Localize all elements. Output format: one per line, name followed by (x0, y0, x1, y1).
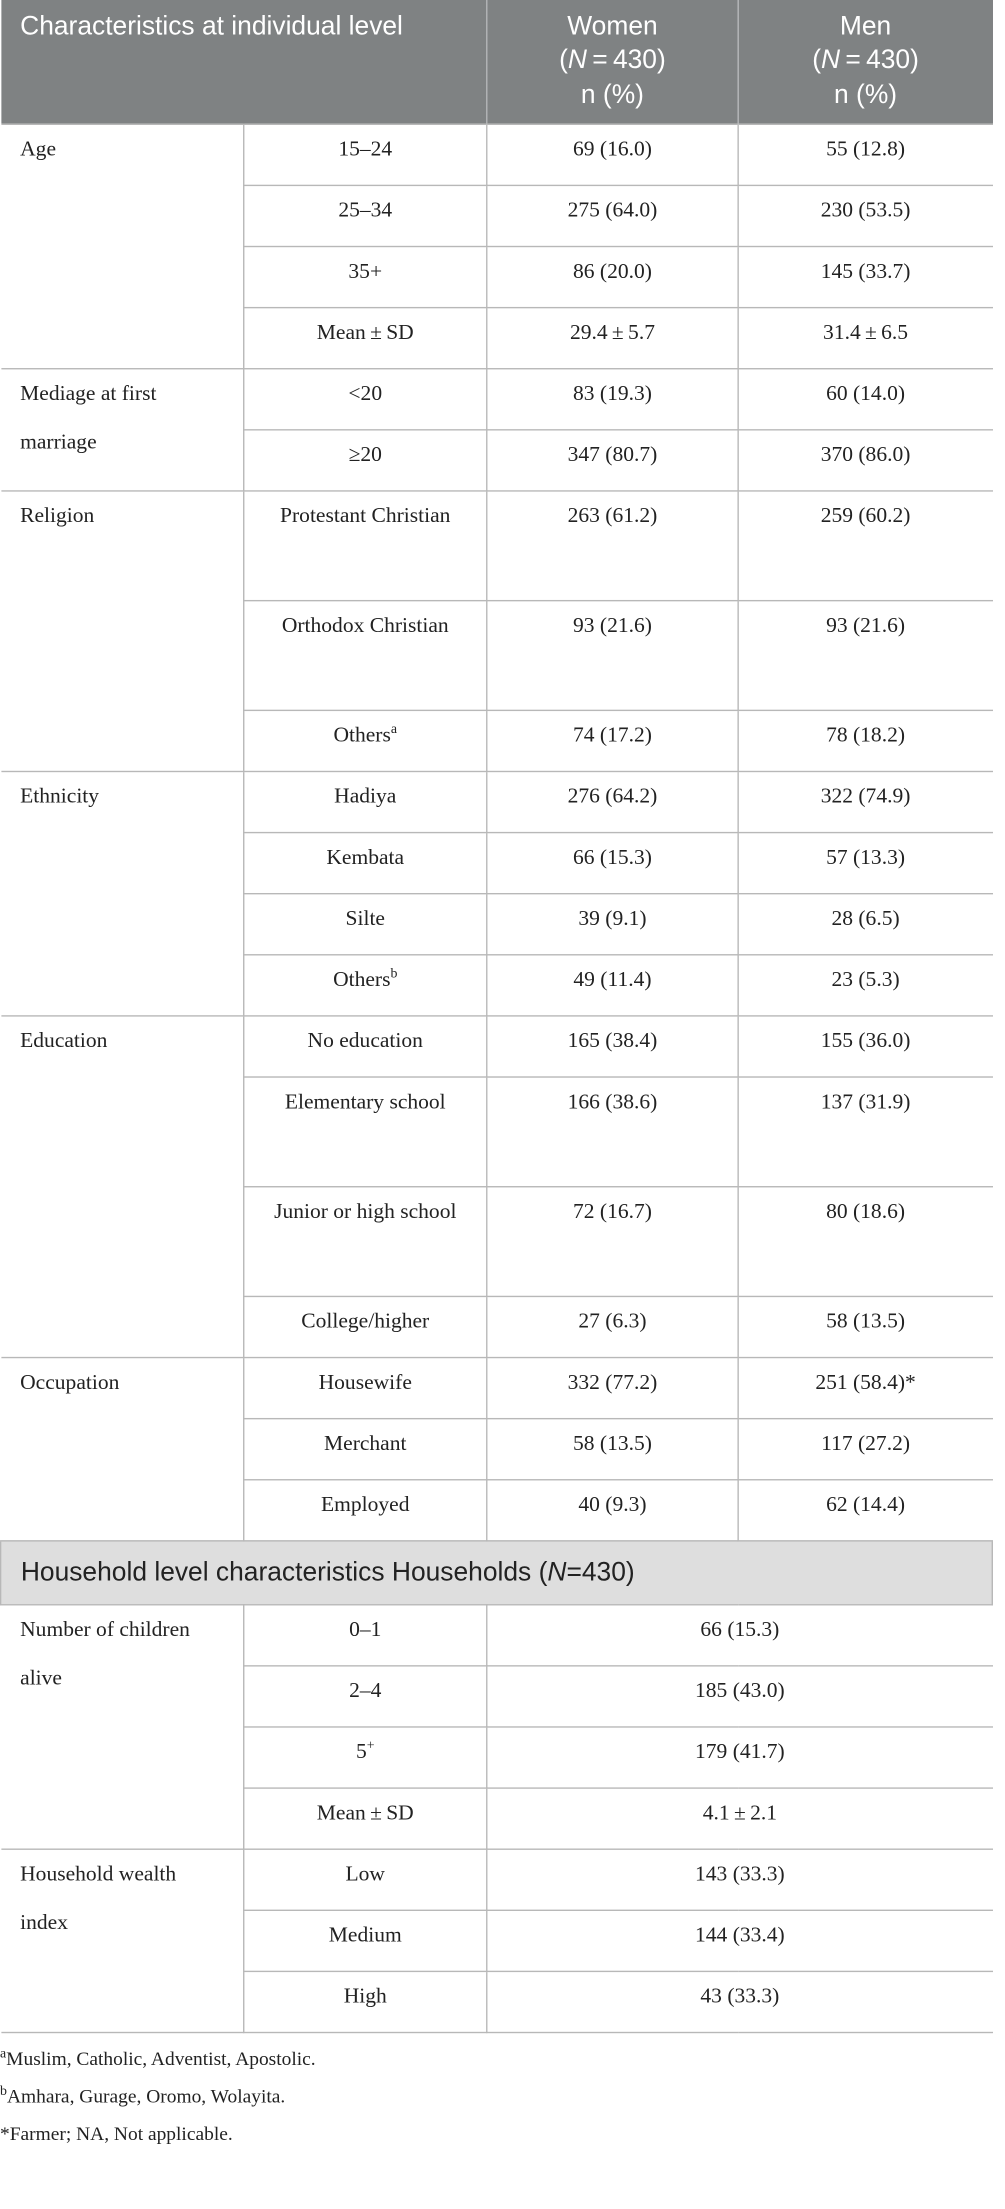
category-cell: Hadiya (244, 771, 487, 832)
women-value: 347 (80.7) (487, 430, 738, 491)
women-value: 58 (13.5) (487, 1419, 738, 1480)
footnote (0, 2116, 992, 2153)
table-row (1, 491, 993, 601)
footnote-text: Muslim, Catholic, Adventist, Apostolic. (6, 2049, 316, 2071)
variable-label: Religion (1, 491, 244, 772)
footnote-marker: a (390, 721, 398, 738)
household-value: 185 (43.0) (487, 1666, 993, 1727)
men-value: 55 (12.8) (738, 124, 992, 185)
category-cell: Mean ± SD (244, 1788, 487, 1849)
category-cell: Elementary school (244, 1077, 487, 1187)
footnote-text: Amhara, Gurage, Oromo, Wolayita. (6, 2087, 286, 2109)
women-value: 27 (6.3) (487, 1296, 738, 1357)
women-value: 40 (9.3) (487, 1480, 738, 1541)
header-women-label: Women (567, 12, 658, 42)
category-cell: College/higher (244, 1296, 487, 1357)
variable-label: Ethnicity (1, 771, 244, 1015)
men-value: 31.4 ± 6.5 (738, 308, 992, 369)
men-value: 80 (18.6) (738, 1187, 992, 1297)
footnote-marker: + (366, 1738, 375, 1754)
men-value: 155 (36.0) (738, 1016, 992, 1077)
category-cell: Junior or high school (244, 1187, 487, 1297)
category-cell: 0–1 (244, 1605, 487, 1666)
category-cell: 35+ (244, 246, 487, 307)
women-value: 275 (64.0) (487, 185, 738, 246)
women-value: 74 (17.2) (487, 710, 738, 771)
women-value: 83 (19.3) (487, 369, 738, 430)
women-value: 263 (61.2) (487, 491, 738, 601)
variable-label: Education (1, 1016, 244, 1358)
household-value: 143 (33.3) (487, 1849, 993, 1910)
men-value: 230 (53.5) (738, 185, 992, 246)
header-men-unit: n (%) (834, 80, 898, 110)
women-value: 332 (77.2) (487, 1357, 738, 1418)
women-value: 165 (38.4) (487, 1016, 738, 1077)
header-men (738, 0, 992, 124)
men-value: 58 (13.5) (738, 1296, 992, 1357)
category-cell: 2–4 (244, 1666, 487, 1727)
household-value: 179 (41.7) (487, 1727, 993, 1788)
household-value: 144 (33.4) (487, 1910, 993, 1971)
category-cell: Protestant Christian (244, 491, 487, 601)
household-value: 66 (15.3) (487, 1605, 993, 1666)
women-value: 69 (16.0) (487, 124, 738, 185)
household-value: 4.1 ± 2.1 (487, 1788, 993, 1849)
household-section-row (1, 1541, 993, 1605)
header-women (487, 0, 738, 124)
table-row (1, 369, 993, 430)
men-value: 62 (14.4) (738, 1480, 992, 1541)
table-row (1, 124, 993, 185)
men-value: 78 (18.2) (738, 710, 992, 771)
men-value: 23 (5.3) (738, 955, 992, 1016)
category-cell: 5+ (244, 1727, 487, 1788)
category-cell: No education (244, 1016, 487, 1077)
category-cell: Kembata (244, 832, 487, 893)
men-value: 251 (58.4)* (738, 1357, 992, 1418)
category-cell: Silte (244, 894, 487, 955)
header-men-n: (N = 430) (812, 46, 919, 76)
category-cell: Employed (244, 1480, 487, 1541)
footnote-marker: b (390, 966, 398, 982)
table-header-row (1, 0, 993, 124)
category-cell: 15–24 (244, 124, 487, 185)
table-row (1, 1357, 993, 1418)
women-value: 86 (20.0) (487, 246, 738, 307)
footnote-marker: a (0, 2046, 7, 2062)
men-value: 259 (60.2) (738, 491, 992, 601)
category-cell: <20 (244, 369, 487, 430)
men-value: 137 (31.9) (738, 1077, 992, 1187)
footnote (0, 2079, 992, 2116)
women-value: 72 (16.7) (487, 1187, 738, 1297)
category-cell: Mean ± SD (244, 308, 487, 369)
table-row (1, 1605, 993, 1666)
category-cell: Housewife (244, 1357, 487, 1418)
table-row (1, 1849, 993, 1910)
men-value: 60 (14.0) (738, 369, 992, 430)
category-cell: ≥20 (244, 430, 487, 491)
table-footnotes (0, 2041, 992, 2153)
category-cell: Orthodox Christian (244, 601, 487, 711)
table-row (1, 771, 993, 832)
men-value: 57 (13.3) (738, 832, 992, 893)
footnote-text: *Farmer; NA, Not applicable. (0, 2124, 233, 2146)
variable-label: Household wealth index (1, 1849, 244, 2032)
men-value: 370 (86.0) (738, 430, 992, 491)
men-value: 322 (74.9) (738, 771, 992, 832)
category-cell: 25–34 (244, 185, 487, 246)
header-characteristics: Characteristics at individual level (1, 0, 487, 124)
category-cell: High (244, 1971, 487, 2032)
men-value: 145 (33.7) (738, 246, 992, 307)
category-cell: Others$^a$ (244, 710, 487, 771)
household-section-title: Household level characteristics Households (N=430) (1, 1541, 993, 1605)
men-value: 93 (21.6) (738, 601, 992, 711)
variable-label: Number of children alive (1, 1605, 244, 1849)
variable-label: Age (1, 124, 244, 368)
variable-label: Occupation (1, 1357, 244, 1540)
footnote-marker: b (0, 2083, 7, 2099)
variable-label: Mediage at first marriage (1, 369, 244, 491)
header-women-n: (N = 430) (559, 46, 666, 76)
women-value: 93 (21.6) (487, 601, 738, 711)
section-n: N (547, 1558, 567, 1588)
household-value: 43 (33.3) (487, 1971, 993, 2032)
women-value: 49 (11.4) (487, 955, 738, 1016)
header-men-label: Men (839, 12, 892, 42)
table-row (1, 1016, 993, 1077)
footnote (0, 2041, 992, 2078)
women-value: 29.4 ± 5.7 (487, 308, 738, 369)
category-cell: Low (244, 1849, 487, 1910)
table-body (1, 124, 993, 2032)
women-value: 166 (38.6) (487, 1077, 738, 1187)
category-cell: Medium (244, 1910, 487, 1971)
women-value: 276 (64.2) (487, 771, 738, 832)
header-women-unit: n (%) (580, 80, 644, 110)
men-value: 28 (6.5) (738, 894, 992, 955)
category-cell: Merchant (244, 1419, 487, 1480)
women-value: 66 (15.3) (487, 832, 738, 893)
category-cell: Others$^b$ (244, 955, 487, 1016)
men-value: 117 (27.2) (738, 1419, 992, 1480)
women-value: 39 (9.1) (487, 894, 738, 955)
